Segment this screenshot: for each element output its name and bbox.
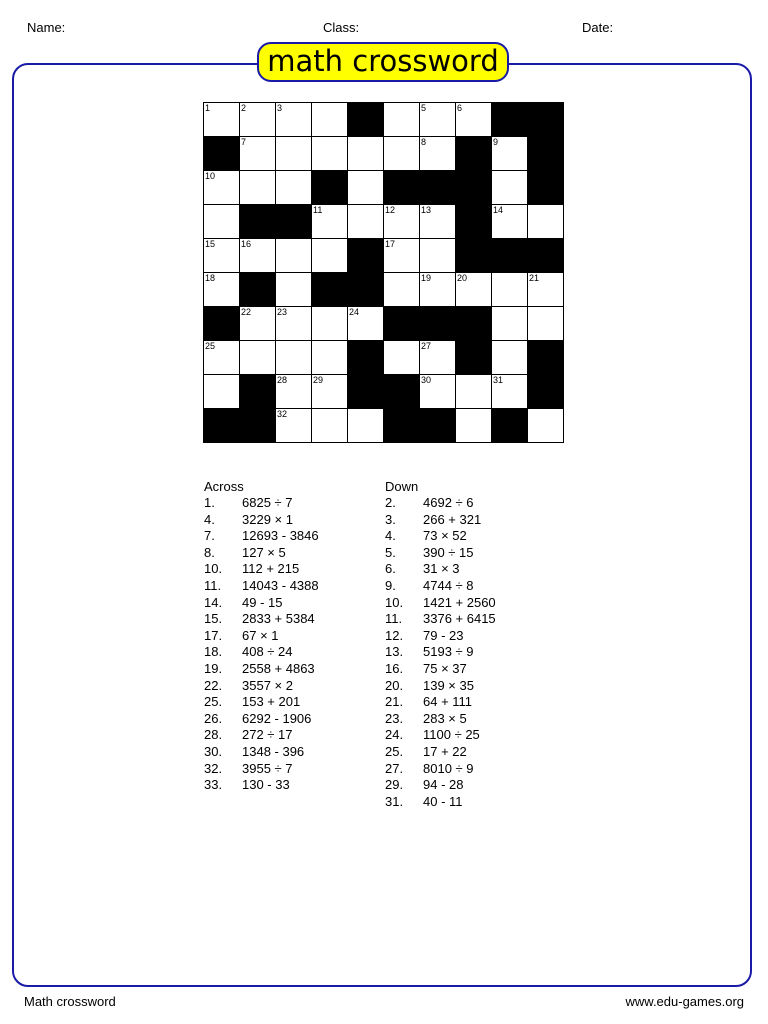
clue-number: 10 bbox=[205, 171, 216, 181]
grid-cell[interactable] bbox=[384, 273, 420, 307]
grid-cell[interactable] bbox=[276, 409, 312, 442]
clue-number: 18. bbox=[204, 644, 223, 660]
clue-expression: 49 - 15 bbox=[242, 594, 283, 610]
grid-cell[interactable] bbox=[276, 307, 312, 341]
grid-cell[interactable] bbox=[528, 273, 563, 307]
across-clue bbox=[204, 495, 319, 512]
clue-number: 9 bbox=[493, 137, 499, 147]
grid-block bbox=[528, 103, 563, 137]
grid-cell[interactable] bbox=[204, 273, 240, 307]
grid-cell[interactable] bbox=[492, 137, 528, 171]
clue-expression: 4744 ÷ 8 bbox=[423, 577, 474, 593]
clue-number: 9. bbox=[385, 577, 396, 593]
down-clue bbox=[385, 678, 496, 695]
clue-number: 16 bbox=[241, 239, 252, 249]
grid-block bbox=[348, 375, 384, 409]
down-heading: Down bbox=[385, 479, 419, 494]
clue-expression: 390 ÷ 15 bbox=[423, 544, 474, 560]
clue-number: 23 bbox=[277, 307, 288, 317]
grid-cell[interactable] bbox=[240, 103, 276, 137]
clue-number: 30 bbox=[421, 375, 432, 385]
grid-block bbox=[348, 239, 384, 273]
grid-cell[interactable] bbox=[204, 103, 240, 137]
across-clue bbox=[204, 595, 319, 612]
grid-cell[interactable] bbox=[492, 341, 528, 375]
clue-number: 31 bbox=[493, 375, 504, 385]
grid-cell[interactable] bbox=[456, 273, 492, 307]
clue-number: 21 bbox=[529, 273, 540, 283]
grid-block bbox=[420, 307, 456, 341]
clue-number: 5 bbox=[421, 103, 427, 113]
grid-cell[interactable] bbox=[276, 171, 312, 205]
clue-number: 8. bbox=[204, 544, 215, 560]
grid-cell[interactable] bbox=[420, 205, 456, 239]
clue-expression: 64 + 111 bbox=[423, 694, 473, 710]
clue-number: 27. bbox=[385, 760, 404, 776]
clue-number: 6. bbox=[385, 561, 396, 577]
grid-block bbox=[420, 171, 456, 205]
footer-title: Math crossword bbox=[24, 994, 116, 1009]
clue-number: 2 bbox=[241, 103, 247, 113]
clue-number: 22 bbox=[241, 307, 252, 317]
grid-block bbox=[384, 409, 420, 442]
grid-block bbox=[456, 307, 492, 341]
down-clue bbox=[385, 512, 496, 529]
clue-expression: 1348 - 396 bbox=[242, 743, 305, 759]
clue-number: 4. bbox=[204, 511, 215, 527]
grid-block bbox=[528, 239, 563, 273]
grid-cell[interactable] bbox=[240, 341, 276, 375]
grid-cell[interactable] bbox=[492, 171, 528, 205]
clue-number: 11. bbox=[204, 577, 222, 593]
clue-number: 27 bbox=[421, 341, 432, 351]
grid-block bbox=[348, 273, 384, 307]
grid-cell[interactable] bbox=[276, 137, 312, 171]
grid-block bbox=[204, 307, 240, 341]
clue-number: 3. bbox=[385, 511, 396, 527]
down-clue bbox=[385, 561, 496, 578]
grid-cell[interactable] bbox=[348, 137, 384, 171]
grid-cell[interactable] bbox=[312, 409, 348, 442]
clue-number: 5. bbox=[385, 544, 396, 560]
grid-cell[interactable] bbox=[312, 307, 348, 341]
clue-number: 7 bbox=[241, 137, 247, 147]
clue-number: 32. bbox=[204, 760, 223, 776]
grid-cell[interactable] bbox=[384, 103, 420, 137]
across-clue bbox=[204, 744, 319, 761]
clue-expression: 153 + 201 bbox=[242, 694, 301, 710]
clue-number: 17 bbox=[385, 239, 396, 249]
name-label: Name: bbox=[27, 20, 66, 35]
clue-number: 33. bbox=[204, 777, 223, 793]
clue-expression: 14043 - 4388 bbox=[242, 577, 319, 593]
grid-cell[interactable] bbox=[384, 137, 420, 171]
clue-number: 28. bbox=[204, 727, 223, 743]
clue-number: 8 bbox=[421, 137, 427, 147]
down-clue bbox=[385, 611, 496, 628]
grid-block bbox=[312, 273, 348, 307]
across-heading: Across bbox=[204, 479, 244, 494]
grid-block bbox=[456, 205, 492, 239]
clue-expression: 272 ÷ 17 bbox=[242, 727, 293, 743]
clue-number: 11. bbox=[385, 611, 403, 627]
down-clue bbox=[385, 628, 496, 645]
clue-number: 25. bbox=[385, 743, 404, 759]
down-clue bbox=[385, 495, 496, 512]
clue-number: 26. bbox=[204, 710, 223, 726]
clue-expression: 130 - 33 bbox=[242, 777, 290, 793]
clue-expression: 2558 + 4863 bbox=[242, 660, 315, 676]
down-clue bbox=[385, 727, 496, 744]
grid-block bbox=[528, 171, 563, 205]
across-clues bbox=[204, 479, 319, 794]
grid-cell[interactable] bbox=[348, 307, 384, 341]
clue-expression: 31 × 3 bbox=[423, 561, 460, 577]
grid-cell[interactable] bbox=[420, 273, 456, 307]
clue-number: 13. bbox=[385, 644, 404, 660]
clue-number: 33 bbox=[493, 409, 504, 419]
down-clue bbox=[385, 744, 496, 761]
grid-cell[interactable] bbox=[240, 307, 276, 341]
down-clue bbox=[385, 761, 496, 778]
grid-cell[interactable] bbox=[348, 205, 384, 239]
clue-number: 1. bbox=[204, 495, 215, 510]
across-clue bbox=[204, 611, 319, 628]
across-clue bbox=[204, 777, 319, 794]
clue-number: 22. bbox=[204, 677, 223, 693]
grid-cell[interactable] bbox=[456, 375, 492, 409]
grid-cell[interactable] bbox=[312, 341, 348, 375]
clue-number: 29 bbox=[313, 375, 324, 385]
clue-expression: 283 × 5 bbox=[423, 710, 467, 726]
down-clue bbox=[385, 578, 496, 595]
grid-cell[interactable] bbox=[492, 307, 528, 341]
clue-number: 10. bbox=[204, 561, 223, 577]
clue-number: 7. bbox=[204, 528, 215, 544]
grid-cell[interactable] bbox=[420, 375, 456, 409]
across-clue bbox=[204, 644, 319, 661]
clue-expression: 3557 × 2 bbox=[242, 677, 293, 693]
grid-block bbox=[456, 137, 492, 171]
down-clue bbox=[385, 777, 496, 794]
clue-number: 14. bbox=[204, 594, 223, 610]
grid-cell[interactable] bbox=[312, 205, 348, 239]
grid-cell[interactable] bbox=[528, 409, 563, 442]
grid-cell[interactable] bbox=[348, 409, 384, 442]
grid-block bbox=[348, 103, 384, 137]
clue-number: 14 bbox=[493, 205, 504, 215]
grid-block bbox=[456, 171, 492, 205]
clue-number: 20. bbox=[385, 677, 404, 693]
grid-block bbox=[312, 171, 348, 205]
across-clue bbox=[204, 528, 319, 545]
grid-cell[interactable] bbox=[420, 239, 456, 273]
down-clue bbox=[385, 661, 496, 678]
clue-number: 18 bbox=[205, 273, 216, 283]
grid-cell[interactable] bbox=[528, 307, 563, 341]
grid-block bbox=[240, 409, 276, 442]
grid-block bbox=[528, 375, 563, 409]
clue-number: 23. bbox=[385, 710, 404, 726]
grid-cell[interactable] bbox=[420, 341, 456, 375]
across-clue bbox=[204, 694, 319, 711]
grid-cell[interactable] bbox=[204, 205, 240, 239]
grid-block bbox=[240, 205, 276, 239]
footer-site: www.edu-games.org bbox=[625, 994, 744, 1009]
across-clue bbox=[204, 545, 319, 562]
crossword-grid bbox=[203, 102, 564, 443]
clue-number: 13 bbox=[421, 205, 432, 215]
clue-number: 16. bbox=[385, 660, 404, 676]
clue-number: 25 bbox=[205, 341, 216, 351]
grid-cell[interactable] bbox=[420, 137, 456, 171]
down-clue bbox=[385, 595, 496, 612]
across-clue bbox=[204, 512, 319, 529]
clue-expression: 4692 ÷ 6 bbox=[423, 495, 474, 510]
down-clue bbox=[385, 644, 496, 661]
grid-cell[interactable] bbox=[240, 137, 276, 171]
grid-cell[interactable] bbox=[204, 341, 240, 375]
grid-block bbox=[528, 341, 563, 375]
grid-cell[interactable] bbox=[384, 341, 420, 375]
grid-block bbox=[348, 341, 384, 375]
clue-number: 6 bbox=[457, 103, 463, 113]
down-clue bbox=[385, 545, 496, 562]
grid-cell[interactable] bbox=[384, 205, 420, 239]
down-clue bbox=[385, 694, 496, 711]
clue-number: 30. bbox=[204, 743, 223, 759]
grid-cell[interactable] bbox=[312, 375, 348, 409]
grid-cell[interactable] bbox=[204, 239, 240, 273]
grid-cell[interactable] bbox=[312, 103, 348, 137]
grid-block bbox=[204, 409, 240, 442]
clue-number: 26 bbox=[349, 341, 360, 351]
grid-cell[interactable] bbox=[456, 409, 492, 442]
grid-cell[interactable] bbox=[276, 239, 312, 273]
grid-cell[interactable] bbox=[204, 171, 240, 205]
grid-cell[interactable] bbox=[312, 137, 348, 171]
clue-number: 25. bbox=[204, 694, 223, 710]
grid-cell[interactable] bbox=[276, 103, 312, 137]
grid-block bbox=[240, 273, 276, 307]
grid-cell[interactable] bbox=[276, 273, 312, 307]
grid-block bbox=[204, 137, 240, 171]
grid-cell[interactable] bbox=[312, 239, 348, 273]
page-title: math crossword bbox=[257, 42, 509, 82]
clue-number: 31. bbox=[385, 793, 404, 809]
grid-block bbox=[456, 239, 492, 273]
clue-number: 10. bbox=[385, 594, 404, 610]
across-clue bbox=[204, 711, 319, 728]
grid-cell[interactable] bbox=[240, 239, 276, 273]
clue-expression: 6825 ÷ 7 bbox=[242, 495, 293, 510]
clue-expression: 6292 - 1906 bbox=[242, 710, 312, 726]
clue-expression: 266 + 321 bbox=[423, 511, 482, 527]
across-clue bbox=[204, 628, 319, 645]
clue-expression: 2833 + 5384 bbox=[242, 611, 315, 627]
down-clues bbox=[385, 479, 496, 810]
across-clue bbox=[204, 727, 319, 744]
grid-cell[interactable] bbox=[456, 103, 492, 137]
across-clue bbox=[204, 578, 319, 595]
clue-number: 21. bbox=[385, 694, 404, 710]
grid-cell[interactable] bbox=[276, 375, 312, 409]
clue-expression: 112 + 215 bbox=[242, 561, 300, 577]
clue-number: 15 bbox=[205, 239, 216, 249]
grid-block bbox=[384, 375, 420, 409]
clue-expression: 94 - 28 bbox=[423, 777, 464, 793]
across-clue bbox=[204, 761, 319, 778]
grid-cell[interactable] bbox=[420, 103, 456, 137]
grid-block bbox=[276, 205, 312, 239]
clue-number: 1 bbox=[205, 103, 211, 113]
grid-cell[interactable] bbox=[492, 375, 528, 409]
clue-number: 3 bbox=[277, 103, 283, 113]
clue-expression: 3955 ÷ 7 bbox=[242, 760, 293, 776]
grid-cell[interactable] bbox=[276, 341, 312, 375]
clue-number: 12 bbox=[385, 205, 396, 215]
clue-number: 29. bbox=[385, 777, 404, 793]
down-clue bbox=[385, 794, 496, 811]
clue-number: 11 bbox=[313, 205, 323, 215]
grid-block bbox=[420, 409, 456, 442]
grid-cell[interactable] bbox=[528, 205, 563, 239]
down-clue bbox=[385, 711, 496, 728]
clue-expression: 17 + 22 bbox=[423, 743, 467, 759]
grid-block bbox=[528, 137, 563, 171]
grid-cell[interactable] bbox=[240, 171, 276, 205]
grid-block bbox=[492, 103, 528, 137]
clue-number: 32 bbox=[277, 409, 288, 419]
clue-expression: 3376 + 6415 bbox=[423, 611, 496, 627]
grid-block bbox=[384, 307, 420, 341]
clue-expression: 1100 ÷ 25 bbox=[423, 727, 480, 743]
clue-number: 4. bbox=[385, 528, 396, 544]
date-label: Date: bbox=[582, 20, 614, 35]
grid-cell[interactable] bbox=[492, 205, 528, 239]
clue-expression: 75 × 37 bbox=[423, 660, 467, 676]
clue-number: 12. bbox=[385, 627, 404, 643]
grid-block bbox=[492, 239, 528, 273]
down-clue bbox=[385, 528, 496, 545]
clue-number: 19 bbox=[421, 273, 432, 283]
grid-cell[interactable] bbox=[204, 375, 240, 409]
clue-expression: 5193 ÷ 9 bbox=[423, 644, 474, 660]
clue-expression: 40 - 11 bbox=[423, 793, 463, 809]
clue-number: 24 bbox=[349, 307, 360, 317]
clue-number: 19. bbox=[204, 660, 223, 676]
grid-cell[interactable] bbox=[492, 273, 528, 307]
clue-expression: 73 × 52 bbox=[423, 528, 467, 544]
clue-expression: 67 × 1 bbox=[242, 627, 279, 643]
clue-expression: 12693 - 3846 bbox=[242, 528, 319, 544]
class-label: Class: bbox=[323, 20, 360, 35]
across-clue bbox=[204, 661, 319, 678]
clue-expression: 127 × 5 bbox=[242, 544, 286, 560]
clue-expression: 3229 × 1 bbox=[242, 511, 293, 527]
across-clue bbox=[204, 561, 319, 578]
clue-expression: 8010 ÷ 9 bbox=[423, 760, 474, 776]
clue-expression: 139 × 35 bbox=[423, 677, 474, 693]
grid-cell[interactable] bbox=[384, 239, 420, 273]
clue-number: 2. bbox=[385, 495, 396, 510]
clue-number: 4 bbox=[349, 103, 355, 113]
across-clue bbox=[204, 678, 319, 695]
grid-block bbox=[456, 341, 492, 375]
clue-number: 28 bbox=[277, 375, 288, 385]
grid-block bbox=[384, 171, 420, 205]
clue-expression: 408 ÷ 24 bbox=[242, 644, 293, 660]
clue-number: 15. bbox=[204, 611, 223, 627]
clue-number: 17. bbox=[204, 627, 223, 643]
grid-cell[interactable] bbox=[348, 171, 384, 205]
clue-expression: 79 - 23 bbox=[423, 627, 464, 643]
grid-block bbox=[240, 375, 276, 409]
clue-number: 24. bbox=[385, 727, 404, 743]
grid-block bbox=[492, 409, 528, 442]
clue-number: 20 bbox=[457, 273, 468, 283]
clue-expression: 1421 + 2560 bbox=[423, 594, 496, 610]
